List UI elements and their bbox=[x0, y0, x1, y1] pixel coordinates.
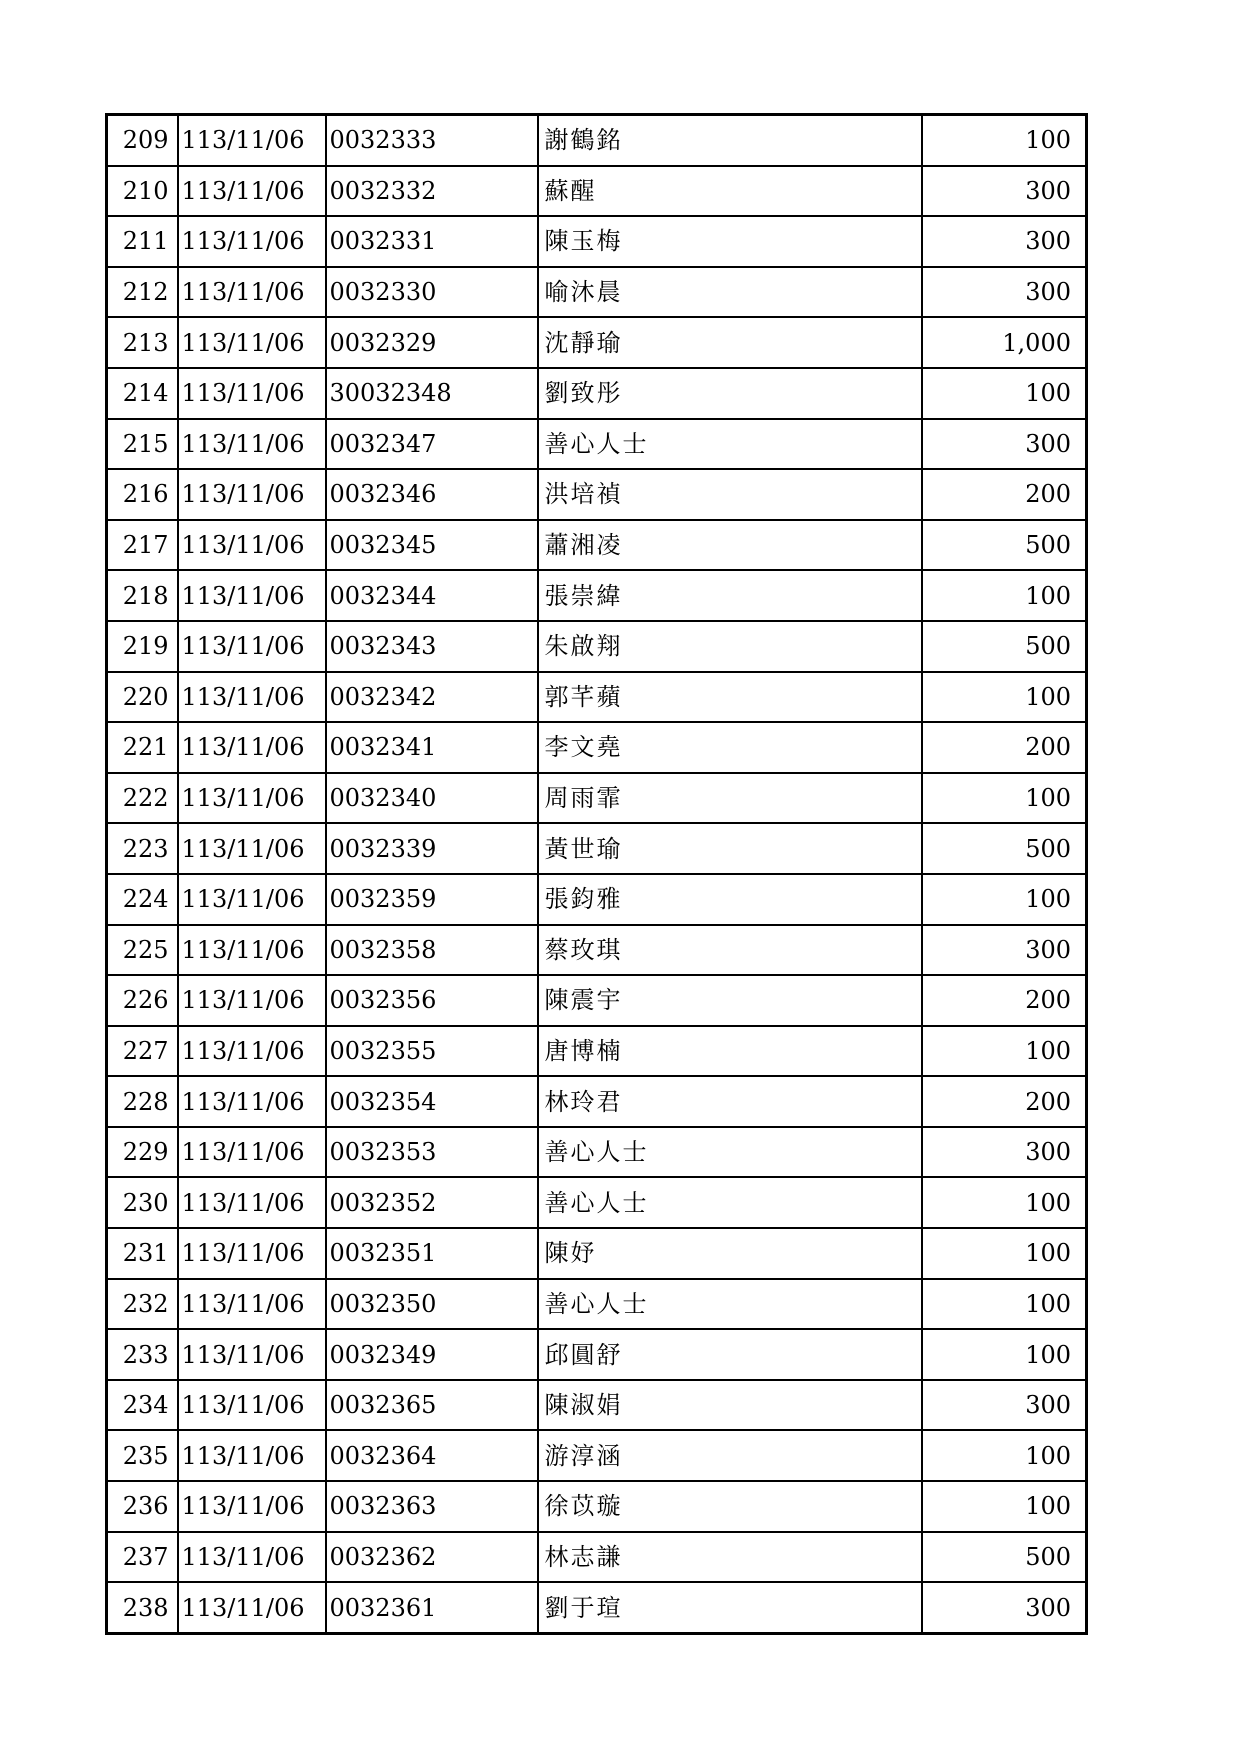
receipt-number-cell: 0032350 bbox=[326, 1279, 538, 1330]
amount-cell: 500 bbox=[922, 823, 1087, 874]
table-row bbox=[107, 722, 1087, 773]
row-number-cell: 228 bbox=[107, 1076, 178, 1127]
table-row bbox=[107, 520, 1087, 571]
receipt-number-cell: 0032354 bbox=[326, 1076, 538, 1127]
receipt-number-cell: 0032361 bbox=[326, 1582, 538, 1633]
date-cell: 113/11/06 bbox=[178, 469, 326, 520]
donor-name-cell: 善心人士 bbox=[538, 1279, 922, 1330]
row-number-cell: 211 bbox=[107, 216, 178, 267]
amount-cell: 100 bbox=[922, 1481, 1087, 1532]
table-row bbox=[107, 1481, 1087, 1532]
receipt-number-cell: 0032340 bbox=[326, 773, 538, 824]
table-row bbox=[107, 1228, 1087, 1279]
donor-name-cell: 陳妤 bbox=[538, 1228, 922, 1279]
row-number-cell: 220 bbox=[107, 672, 178, 723]
row-number-cell: 219 bbox=[107, 621, 178, 672]
donor-name-cell: 林玲君 bbox=[538, 1076, 922, 1127]
donor-name-cell: 善心人士 bbox=[538, 1177, 922, 1228]
donor-name-cell: 徐苡璇 bbox=[538, 1481, 922, 1532]
row-number-cell: 216 bbox=[107, 469, 178, 520]
date-cell: 113/11/06 bbox=[178, 166, 326, 217]
donor-name-cell: 陳玉梅 bbox=[538, 216, 922, 267]
amount-cell: 100 bbox=[922, 570, 1087, 621]
row-number-cell: 230 bbox=[107, 1177, 178, 1228]
date-cell: 113/11/06 bbox=[178, 520, 326, 571]
receipt-number-cell: 0032356 bbox=[326, 975, 538, 1026]
donor-name-cell: 黃世瑜 bbox=[538, 823, 922, 874]
receipt-number-cell: 0032358 bbox=[326, 925, 538, 976]
amount-cell: 300 bbox=[922, 1380, 1087, 1431]
donor-name-cell: 林志謙 bbox=[538, 1532, 922, 1583]
donor-name-cell: 善心人士 bbox=[538, 1127, 922, 1178]
receipt-number-cell: 0032344 bbox=[326, 570, 538, 621]
amount-cell: 300 bbox=[922, 166, 1087, 217]
amount-cell: 200 bbox=[922, 722, 1087, 773]
amount-cell: 100 bbox=[922, 1026, 1087, 1077]
date-cell: 113/11/06 bbox=[178, 1076, 326, 1127]
date-cell: 113/11/06 bbox=[178, 975, 326, 1026]
row-number-cell: 214 bbox=[107, 368, 178, 419]
receipt-number-cell: 30032348 bbox=[326, 368, 538, 419]
receipt-number-cell: 0032331 bbox=[326, 216, 538, 267]
row-number-cell: 226 bbox=[107, 975, 178, 1026]
table-row bbox=[107, 1532, 1087, 1583]
date-cell: 113/11/06 bbox=[178, 672, 326, 723]
donor-name-cell: 張崇緯 bbox=[538, 570, 922, 621]
donation-ledger-table bbox=[105, 113, 1088, 1635]
donor-name-cell: 蔡玫琪 bbox=[538, 925, 922, 976]
donor-name-cell: 朱啟翔 bbox=[538, 621, 922, 672]
date-cell: 113/11/06 bbox=[178, 773, 326, 824]
amount-cell: 1,000 bbox=[922, 317, 1087, 368]
receipt-number-cell: 0032364 bbox=[326, 1430, 538, 1481]
table-row bbox=[107, 874, 1087, 925]
date-cell: 113/11/06 bbox=[178, 368, 326, 419]
table-row bbox=[107, 925, 1087, 976]
table-row bbox=[107, 773, 1087, 824]
table-row bbox=[107, 216, 1087, 267]
receipt-number-cell: 0032329 bbox=[326, 317, 538, 368]
date-cell: 113/11/06 bbox=[178, 722, 326, 773]
table-row bbox=[107, 1329, 1087, 1380]
receipt-number-cell: 0032332 bbox=[326, 166, 538, 217]
table-row bbox=[107, 1430, 1087, 1481]
date-cell: 113/11/06 bbox=[178, 1380, 326, 1431]
amount-cell: 100 bbox=[922, 1430, 1087, 1481]
date-cell: 113/11/06 bbox=[178, 267, 326, 318]
date-cell: 113/11/06 bbox=[178, 1228, 326, 1279]
row-number-cell: 232 bbox=[107, 1279, 178, 1330]
row-number-cell: 235 bbox=[107, 1430, 178, 1481]
row-number-cell: 231 bbox=[107, 1228, 178, 1279]
ledger-body bbox=[107, 115, 1087, 1634]
table-row bbox=[107, 1076, 1087, 1127]
row-number-cell: 223 bbox=[107, 823, 178, 874]
amount-cell: 100 bbox=[922, 115, 1087, 166]
receipt-number-cell: 0032365 bbox=[326, 1380, 538, 1431]
receipt-number-cell: 0032363 bbox=[326, 1481, 538, 1532]
table-row bbox=[107, 1380, 1087, 1431]
date-cell: 113/11/06 bbox=[178, 1026, 326, 1077]
receipt-number-cell: 0032362 bbox=[326, 1532, 538, 1583]
table-row bbox=[107, 368, 1087, 419]
amount-cell: 300 bbox=[922, 419, 1087, 470]
donor-name-cell: 張鈞雅 bbox=[538, 874, 922, 925]
row-number-cell: 210 bbox=[107, 166, 178, 217]
table-row bbox=[107, 570, 1087, 621]
donor-name-cell: 周雨霏 bbox=[538, 773, 922, 824]
table-row bbox=[107, 267, 1087, 318]
donor-name-cell: 劉于瑄 bbox=[538, 1582, 922, 1633]
row-number-cell: 224 bbox=[107, 874, 178, 925]
date-cell: 113/11/06 bbox=[178, 216, 326, 267]
amount-cell: 200 bbox=[922, 1076, 1087, 1127]
donor-name-cell: 沈靜瑜 bbox=[538, 317, 922, 368]
date-cell: 113/11/06 bbox=[178, 1329, 326, 1380]
amount-cell: 500 bbox=[922, 520, 1087, 571]
table-row bbox=[107, 975, 1087, 1026]
date-cell: 113/11/06 bbox=[178, 1127, 326, 1178]
donor-name-cell: 善心人士 bbox=[538, 419, 922, 470]
amount-cell: 100 bbox=[922, 773, 1087, 824]
receipt-number-cell: 0032341 bbox=[326, 722, 538, 773]
row-number-cell: 227 bbox=[107, 1026, 178, 1077]
receipt-number-cell: 0032359 bbox=[326, 874, 538, 925]
receipt-number-cell: 0032330 bbox=[326, 267, 538, 318]
row-number-cell: 221 bbox=[107, 722, 178, 773]
donor-name-cell: 蕭湘凌 bbox=[538, 520, 922, 571]
row-number-cell: 215 bbox=[107, 419, 178, 470]
table-row bbox=[107, 621, 1087, 672]
amount-cell: 300 bbox=[922, 925, 1087, 976]
date-cell: 113/11/06 bbox=[178, 823, 326, 874]
donor-name-cell: 游淳涵 bbox=[538, 1430, 922, 1481]
date-cell: 113/11/06 bbox=[178, 570, 326, 621]
row-number-cell: 212 bbox=[107, 267, 178, 318]
row-number-cell: 233 bbox=[107, 1329, 178, 1380]
row-number-cell: 238 bbox=[107, 1582, 178, 1633]
date-cell: 113/11/06 bbox=[178, 1430, 326, 1481]
table-row bbox=[107, 1177, 1087, 1228]
date-cell: 113/11/06 bbox=[178, 621, 326, 672]
date-cell: 113/11/06 bbox=[178, 1532, 326, 1583]
row-number-cell: 234 bbox=[107, 1380, 178, 1431]
receipt-number-cell: 0032347 bbox=[326, 419, 538, 470]
amount-cell: 100 bbox=[922, 1228, 1087, 1279]
amount-cell: 100 bbox=[922, 874, 1087, 925]
date-cell: 113/11/06 bbox=[178, 1481, 326, 1532]
date-cell: 113/11/06 bbox=[178, 1582, 326, 1633]
row-number-cell: 237 bbox=[107, 1532, 178, 1583]
table-row bbox=[107, 1582, 1087, 1633]
table-row bbox=[107, 419, 1087, 470]
amount-cell: 300 bbox=[922, 267, 1087, 318]
date-cell: 113/11/06 bbox=[178, 419, 326, 470]
date-cell: 113/11/06 bbox=[178, 317, 326, 368]
row-number-cell: 209 bbox=[107, 115, 178, 166]
amount-cell: 500 bbox=[922, 1532, 1087, 1583]
row-number-cell: 229 bbox=[107, 1127, 178, 1178]
receipt-number-cell: 0032346 bbox=[326, 469, 538, 520]
donor-name-cell: 洪培禎 bbox=[538, 469, 922, 520]
date-cell: 113/11/06 bbox=[178, 1279, 326, 1330]
date-cell: 113/11/06 bbox=[178, 925, 326, 976]
donor-name-cell: 蘇醒 bbox=[538, 166, 922, 217]
amount-cell: 100 bbox=[922, 368, 1087, 419]
receipt-number-cell: 0032343 bbox=[326, 621, 538, 672]
receipt-number-cell: 0032342 bbox=[326, 672, 538, 723]
row-number-cell: 217 bbox=[107, 520, 178, 571]
table-row bbox=[107, 1279, 1087, 1330]
receipt-number-cell: 0032352 bbox=[326, 1177, 538, 1228]
amount-cell: 300 bbox=[922, 216, 1087, 267]
receipt-number-cell: 0032345 bbox=[326, 520, 538, 571]
donor-name-cell: 謝鶴銘 bbox=[538, 115, 922, 166]
amount-cell: 100 bbox=[922, 1279, 1087, 1330]
donor-name-cell: 郭芊蘋 bbox=[538, 672, 922, 723]
date-cell: 113/11/06 bbox=[178, 874, 326, 925]
table-row bbox=[107, 672, 1087, 723]
table-row bbox=[107, 317, 1087, 368]
amount-cell: 100 bbox=[922, 1177, 1087, 1228]
table-row bbox=[107, 1026, 1087, 1077]
donor-name-cell: 陳淑娟 bbox=[538, 1380, 922, 1431]
amount-cell: 200 bbox=[922, 975, 1087, 1026]
donor-name-cell: 喻沐晨 bbox=[538, 267, 922, 318]
receipt-number-cell: 0032355 bbox=[326, 1026, 538, 1077]
row-number-cell: 222 bbox=[107, 773, 178, 824]
receipt-number-cell: 0032349 bbox=[326, 1329, 538, 1380]
donor-name-cell: 陳震宇 bbox=[538, 975, 922, 1026]
table-row bbox=[107, 823, 1087, 874]
row-number-cell: 218 bbox=[107, 570, 178, 621]
amount-cell: 200 bbox=[922, 469, 1087, 520]
donor-name-cell: 李文堯 bbox=[538, 722, 922, 773]
donor-name-cell: 邱圓舒 bbox=[538, 1329, 922, 1380]
row-number-cell: 236 bbox=[107, 1481, 178, 1532]
amount-cell: 300 bbox=[922, 1127, 1087, 1178]
row-number-cell: 213 bbox=[107, 317, 178, 368]
amount-cell: 100 bbox=[922, 1329, 1087, 1380]
receipt-number-cell: 0032333 bbox=[326, 115, 538, 166]
receipt-number-cell: 0032353 bbox=[326, 1127, 538, 1178]
table-row bbox=[107, 1127, 1087, 1178]
table-row bbox=[107, 166, 1087, 217]
donor-name-cell: 劉致彤 bbox=[538, 368, 922, 419]
amount-cell: 500 bbox=[922, 621, 1087, 672]
receipt-number-cell: 0032339 bbox=[326, 823, 538, 874]
amount-cell: 300 bbox=[922, 1582, 1087, 1633]
table-row bbox=[107, 115, 1087, 166]
table-row bbox=[107, 469, 1087, 520]
date-cell: 113/11/06 bbox=[178, 115, 326, 166]
date-cell: 113/11/06 bbox=[178, 1177, 326, 1228]
amount-cell: 100 bbox=[922, 672, 1087, 723]
donor-name-cell: 唐博楠 bbox=[538, 1026, 922, 1077]
receipt-number-cell: 0032351 bbox=[326, 1228, 538, 1279]
row-number-cell: 225 bbox=[107, 925, 178, 976]
